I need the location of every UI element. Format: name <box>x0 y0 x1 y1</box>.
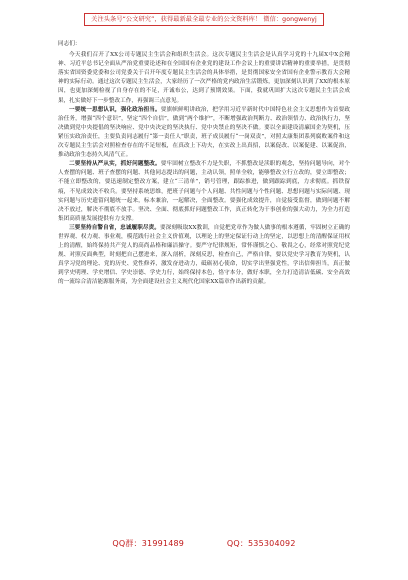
intro-paragraph: 今天我们召开了XX公司专题民主生活会和组织生活会。这次专题民主生活会是认真学习党的十九届X中X会精神、习近平总书记全面从严治党重要论述和在全国国有企业党的建设工作会议上的重要讲话精神的重要举措，是贯彻落实省国资委党委和公司党委关于召开年度专题民主生活会的具体举措，是贯彻国家安全省国有企业警示教育大会精神的实际行动。通过这次专题民主生活会，大家经历了一次严格的党内政治生活锻炼，更加深刻认识到了XX的根本原因，也更加深刻检视了自身存在的不足，开诚布公，达到了预期效果。下面，我就巩固扩大这次专题民主生活会成果，扎实做好下一步整改工作，再强调三点意见。 <box>58 52 350 104</box>
section-3-text: 要深刻吸取XX教训，自觉把党章作为做人做事的根本遵循，牢固树立正确的世界观、权力观、事业观，模范践行社会主义价值观，以理论上的坚定保证行动上的坚定，以思想上的清醒保证用权上的清醒，始终保持共产党人的高尚品格和廉洁操守。要严守纪律规矩，常怀谨慎之心、敬畏之心，经常对照党纪党规、对照反面典型，时刻把自己摆进来，深入剖析，深刻反思，检查自己，严格自律，要以党史学习教育为契机，认真学习党的理论、党的历史、党性修养，激发奋进动力，砥砺初心使命，切实学出坚强党性，学出信仰担当，真正做到学史明理、学史增信、学史崇德、学史力行，始终保持本色，恪守本分，做好本职，全力打造清洁低碳、安全高效的一流综合清洁能源服务商，为全面建设社会主义现代化国家XX篇章作出新的贡献。 <box>58 224 350 286</box>
qq-number: QQ：535304092 <box>226 539 296 548</box>
section-1-text: 要旗帜鲜明讲政治，把学用习近平新时代中国特色社会主义思想作为首要政治任务，增强“四个意识”，坚定“四个自信”，做到“两个维护”，不断增强政治判断力、政治领悟力、政治执行力，坚决做到党中央提倡的坚决响应、党中央决定的坚决执行、党中央禁止的坚决不做。要以全面建设清廉国企为契机，压紧压实政治责任，主要负责同志履行“第一责任人”职责，班子成员履行“一岗双责”，对照太康集团系列腐败案件和这次专题民主生活会对照检查存在的不足短板，在真改上下功夫，在实改上出真招，以案促改、以案促建、以案促治，推动政治生态持久风清气正。 <box>58 106 350 159</box>
section-2-heading: 二要坚持从严从实，抓好问题整改。 <box>69 161 161 168</box>
section-3-paragraph <box>58 224 350 288</box>
section-1-paragraph <box>58 106 350 161</box>
qq-group-number: QQ群：31991489 <box>112 539 185 548</box>
speech-body <box>58 40 350 288</box>
promo-banner-text: 关注头条号“公文研究”，获得最新最全最专业的公文资料库！ 微信：gongwenyj <box>84 13 324 26</box>
promo-banner <box>0 6 408 28</box>
contact-footer <box>0 538 408 549</box>
section-3-heading: 三要坚持自警自省，忠诚履职尽责。 <box>69 224 160 231</box>
section-1-heading: 一要统一思想认识，强化政治担当。 <box>69 106 161 113</box>
greeting: 同志们： <box>58 41 81 47</box>
section-2-paragraph <box>58 160 350 224</box>
section-2-text: 要牢固树立整改不力是失职，不抓整改是渎职的观念，坚持问题导向，对个人查摆的问题、班子查摆的问题、其他同志提出的问题，主动认领，照单全收，能够整改立行立改的，要立即整改；不能立即整改的，要迅速制定整改方案，建立“三清单”，销号管理，跟踪推进，做到跟踪到底，力求彻底。抓铁留痕，不见成效决不收兵。要坚持系统思维，把班子问题与个人问题、共性问题与个性问题、思想问题与实际问题、现实问题与历史遗留问题统一起来，标本兼治，一起解决，全面整改。要强化成效提升，自觉接受监督，做到问题不解决不放过，解决不彻底不放手。坚决、全面、彻底抓好问题整改工作，真正转化为干事创业的强大动力，为全力打造集团高质量发展提供有力支撑。 <box>58 161 350 222</box>
